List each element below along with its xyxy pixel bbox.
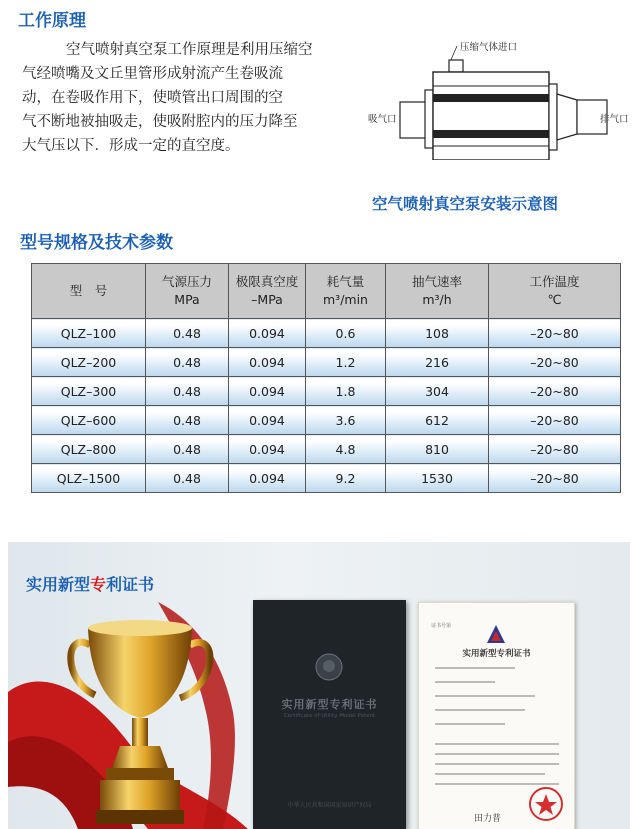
cell-air-consumption: 1.2 <box>306 348 386 377</box>
patent-title: 实用新型专利证书 <box>26 575 155 594</box>
spec-header-row <box>32 264 621 319</box>
cell-model: QLZ–800 <box>32 435 146 464</box>
cell-ultimate-vacuum: 0.094 <box>229 406 306 435</box>
pump-diagram <box>365 30 635 160</box>
principle-line: 大气压以下．形成一定的直空度。 <box>22 138 240 154</box>
cover-title-en: Certificate of Utility Model Patent <box>283 713 376 719</box>
principle-paragraph <box>22 38 362 158</box>
suction-label: 吸气口 <box>368 114 397 125</box>
inlet-label: 压缩气体进口 <box>460 42 518 53</box>
header-model: 型 号 <box>32 264 146 319</box>
cell-air-consumption: 1.8 <box>306 377 386 406</box>
header-working-temp: 工作温度 ℃ <box>489 264 621 319</box>
pump-body <box>433 72 549 160</box>
table-row <box>32 348 621 377</box>
cell-source-pressure: 0.48 <box>146 377 229 406</box>
text-line <box>435 667 515 669</box>
national-emblem-icon <box>314 652 344 682</box>
body-band <box>433 94 549 102</box>
text-line <box>435 681 495 683</box>
principle-line: 动，在卷吸作用下，使喷管出口周围的空 <box>22 90 283 106</box>
patent-banner <box>8 542 630 829</box>
certificate-page <box>418 602 575 829</box>
suction-pipe <box>400 102 428 138</box>
cell-pumping-rate: 1530 <box>386 464 489 493</box>
cell-source-pressure: 0.48 <box>146 464 229 493</box>
table-row <box>32 319 621 348</box>
certificate-cover <box>253 600 406 829</box>
patent-office-logo-icon <box>485 623 507 645</box>
certificate-number: 证书号第 <box>431 623 452 629</box>
cell-ultimate-vacuum: 0.094 <box>229 464 306 493</box>
cell-air-consumption: 4.8 <box>306 435 386 464</box>
text-line <box>435 723 505 725</box>
diagram-caption: 空气喷射真空泵安装示意图 <box>372 195 559 213</box>
cell-model: QLZ–200 <box>32 348 146 377</box>
principle-line: 气经喷嘴及文丘里管形成射流产生卷吸流 <box>22 66 283 82</box>
cell-working-temp: –20~80 <box>489 435 621 464</box>
table-row <box>32 406 621 435</box>
cover-issuer: 中华人民共和国国家知识产权局 <box>287 802 372 809</box>
principle-line: 气不断地被抽吸走，使吸附腔内的压力降至 <box>22 114 298 130</box>
text-line <box>435 773 545 775</box>
cell-ultimate-vacuum: 0.094 <box>229 348 306 377</box>
certificate-signature: 田力普 <box>474 814 502 824</box>
header-air-consumption: 耗气量 m³/min <box>306 264 386 319</box>
principle-title: 工作原理 <box>18 11 86 31</box>
body-band <box>433 130 549 138</box>
text-line <box>435 695 535 697</box>
cell-ultimate-vacuum: 0.094 <box>229 319 306 348</box>
cell-model: QLZ–1500 <box>32 464 146 493</box>
text-line <box>435 753 559 755</box>
inlet-pipe <box>449 60 463 72</box>
cell-working-temp: –20~80 <box>489 348 621 377</box>
cell-working-temp: –20~80 <box>489 464 621 493</box>
table-row <box>32 435 621 464</box>
diffuser-cone <box>557 94 577 140</box>
cell-source-pressure: 0.48 <box>146 319 229 348</box>
text-line <box>435 763 559 765</box>
table-row <box>32 377 621 406</box>
header-source-pressure: 气源压力 MPa <box>146 264 229 319</box>
cell-pumping-rate: 216 <box>386 348 489 377</box>
cell-working-temp: –20~80 <box>489 406 621 435</box>
cell-model: QLZ–600 <box>32 406 146 435</box>
cell-pumping-rate: 612 <box>386 406 489 435</box>
cell-air-consumption: 9.2 <box>306 464 386 493</box>
cell-working-temp: –20~80 <box>489 319 621 348</box>
cell-air-consumption: 0.6 <box>306 319 386 348</box>
cell-pumping-rate: 304 <box>386 377 489 406</box>
cell-source-pressure: 0.48 <box>146 348 229 377</box>
text-line <box>435 743 559 745</box>
spec-table <box>31 263 621 493</box>
cell-source-pressure: 0.48 <box>146 435 229 464</box>
text-line <box>435 709 525 711</box>
cell-ultimate-vacuum: 0.094 <box>229 377 306 406</box>
cell-source-pressure: 0.48 <box>146 406 229 435</box>
certificate-title: 实用新型专利证书 <box>462 649 531 659</box>
specs-title: 型号规格及技术参数 <box>20 233 173 253</box>
cell-pumping-rate: 810 <box>386 435 489 464</box>
cell-pumping-rate: 108 <box>386 319 489 348</box>
header-pumping-rate: 抽气速率 m³/h <box>386 264 489 319</box>
official-seal-icon <box>527 785 565 823</box>
discharge-flange <box>549 84 557 150</box>
cell-model: QLZ–300 <box>32 377 146 406</box>
cover-title: 实用新型专利证书 <box>281 698 378 711</box>
principle-line: 空气喷射真空泵工作原理是利用压缩空 <box>66 42 313 58</box>
cell-model: QLZ–100 <box>32 319 146 348</box>
cell-ultimate-vacuum: 0.094 <box>229 435 306 464</box>
discharge-label: 排气口 <box>600 114 629 125</box>
header-ultimate-vacuum: 极限真空度 –MPa <box>229 264 306 319</box>
cell-working-temp: –20~80 <box>489 377 621 406</box>
table-row <box>32 464 621 493</box>
cell-air-consumption: 3.6 <box>306 406 386 435</box>
suction-flange <box>425 90 433 148</box>
trophy-icon <box>60 600 220 829</box>
